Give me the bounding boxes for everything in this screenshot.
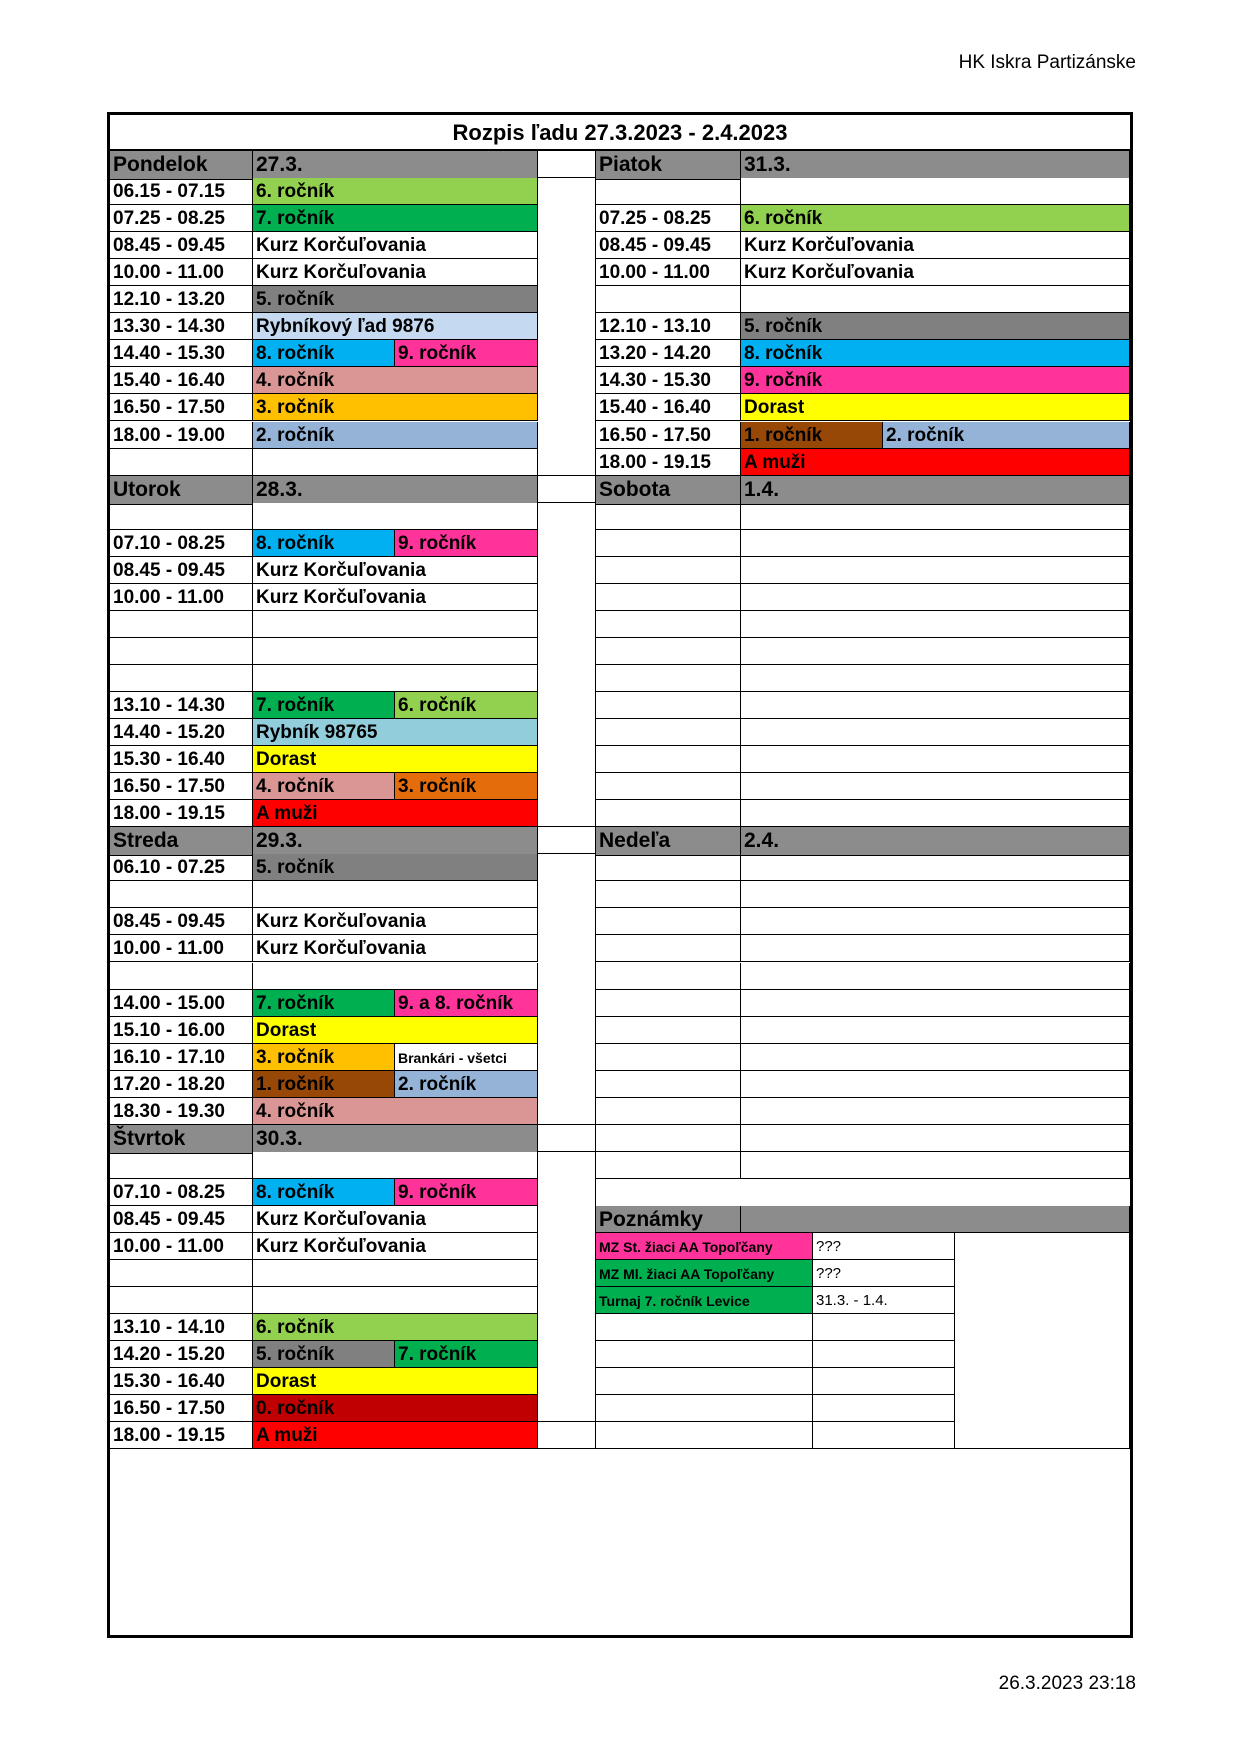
day-name: Pondelok	[110, 151, 253, 180]
session: Kurz Korčuľovania	[253, 259, 538, 286]
time-slot	[596, 854, 741, 881]
note-value	[813, 1341, 955, 1368]
session: 7. ročník	[253, 692, 395, 719]
time-slot	[596, 990, 741, 1017]
session	[741, 854, 1130, 881]
session: A muži	[741, 449, 1130, 476]
session	[741, 286, 1130, 313]
session	[741, 557, 1130, 584]
session	[741, 530, 1130, 557]
session: Rybníkový ľad 9876	[253, 313, 538, 340]
note-extra-column	[955, 1233, 1130, 1449]
time-slot	[596, 935, 741, 962]
session	[741, 773, 1130, 800]
time-slot: 15.40 - 16.40	[110, 367, 253, 394]
separator-cell	[538, 476, 596, 503]
time-slot: 10.00 - 11.00	[110, 584, 253, 611]
session: 9. a 8. ročník	[395, 990, 538, 1017]
note-value	[813, 1422, 955, 1449]
notes-header-fill	[741, 1206, 1130, 1233]
session	[741, 990, 1130, 1017]
session: 4. ročník	[253, 773, 395, 800]
session: 8. ročník	[741, 340, 1130, 367]
time-slot	[110, 881, 253, 908]
time-slot: 18.30 - 19.30	[110, 1098, 253, 1125]
session: Kurz Korčuľovania	[253, 908, 538, 935]
session	[741, 719, 1130, 746]
time-slot: 14.30 - 15.30	[596, 367, 741, 394]
time-slot: 16.50 - 17.50	[110, 394, 253, 421]
time-slot	[596, 638, 741, 665]
time-slot: 13.20 - 14.20	[596, 340, 741, 367]
day-date: 31.3.	[741, 151, 1130, 180]
time-slot	[596, 1044, 741, 1071]
session	[741, 935, 1130, 962]
time-slot: 16.50 - 17.50	[110, 773, 253, 800]
time-slot	[596, 584, 741, 611]
note-value: ???	[813, 1260, 955, 1287]
day-name: Nedeľa	[596, 827, 741, 856]
session: 7. ročník	[253, 990, 395, 1017]
time-slot: 08.45 - 09.45	[110, 908, 253, 935]
separator-cell	[538, 178, 596, 476]
note-label	[596, 1341, 813, 1368]
session	[253, 665, 538, 692]
session: 8. ročník	[253, 530, 395, 557]
time-slot: 16.10 - 17.10	[110, 1044, 253, 1071]
time-slot: 13.10 - 14.30	[110, 692, 253, 719]
day-name: Štvrtok	[110, 1125, 253, 1154]
session	[741, 584, 1130, 611]
time-slot	[110, 963, 253, 990]
session: 7. ročník	[395, 1341, 538, 1368]
separator-cell	[538, 1125, 596, 1152]
time-slot	[110, 611, 253, 638]
time-slot	[596, 1017, 741, 1044]
session: 5. ročník	[253, 1341, 395, 1368]
session: Rybník 98765	[253, 719, 538, 746]
session	[741, 800, 1130, 827]
day-date: 2.4.	[741, 827, 1130, 856]
session	[253, 449, 538, 476]
note-value: ???	[813, 1233, 955, 1260]
session	[253, 1152, 538, 1179]
club-name: HK Iskra Partizánske	[958, 52, 1136, 73]
session: Dorast	[741, 394, 1130, 421]
day-date: 28.3.	[253, 476, 538, 505]
time-slot: 06.15 - 07.15	[110, 178, 253, 205]
session	[741, 638, 1130, 665]
session: 5. ročník	[741, 313, 1130, 340]
day-name: Utorok	[110, 476, 253, 505]
session: Kurz Korčuľovania	[253, 1233, 538, 1260]
time-slot: 08.45 - 09.45	[110, 232, 253, 259]
time-slot	[110, 1152, 253, 1179]
session: 6. ročník	[253, 1314, 538, 1341]
time-slot	[596, 1071, 741, 1098]
note-value	[813, 1395, 955, 1422]
session	[741, 881, 1130, 908]
time-slot	[596, 746, 741, 773]
session	[741, 503, 1130, 530]
time-slot: 15.10 - 16.00	[110, 1017, 253, 1044]
time-slot: 08.45 - 09.45	[596, 232, 741, 259]
session: 4. ročník	[253, 367, 538, 394]
session: 1. ročník	[253, 1071, 395, 1098]
session: 4. ročník	[253, 1098, 538, 1125]
separator-cell	[538, 1152, 596, 1423]
session	[253, 611, 538, 638]
note-label: MZ Ml. žiaci AA Topoľčany	[596, 1260, 813, 1287]
session: Kurz Korčuľovania	[253, 557, 538, 584]
time-slot	[596, 773, 741, 800]
time-slot: 10.00 - 11.00	[110, 1233, 253, 1260]
session: 2. ročník	[883, 422, 1130, 449]
time-slot: 14.20 - 15.20	[110, 1341, 253, 1368]
time-slot	[596, 557, 741, 584]
session	[741, 1098, 1130, 1125]
schedule-table	[107, 112, 1133, 1638]
time-slot: 15.30 - 16.40	[110, 1368, 253, 1395]
session	[253, 963, 538, 990]
time-slot	[596, 178, 741, 205]
day-name: Piatok	[596, 151, 741, 180]
schedule-title: Rozpis ľadu 27.3.2023 - 2.4.2023	[110, 115, 1130, 151]
day-name: Streda	[110, 827, 253, 856]
time-slot	[596, 881, 741, 908]
time-slot: 18.00 - 19.15	[110, 1422, 253, 1449]
session	[741, 908, 1130, 935]
day-name: Sobota	[596, 476, 741, 505]
time-slot	[110, 638, 253, 665]
time-slot: 16.50 - 17.50	[596, 422, 741, 449]
session: A muži	[253, 800, 538, 827]
day-date: 27.3.	[253, 151, 538, 180]
day-date: 1.4.	[741, 476, 1130, 505]
note-label	[596, 1368, 813, 1395]
session: 3. ročník	[395, 773, 538, 800]
session: 9. ročník	[395, 340, 538, 367]
session: Dorast	[253, 1368, 538, 1395]
time-slot: 13.10 - 14.10	[110, 1314, 253, 1341]
separator-cell	[538, 1422, 596, 1449]
time-slot	[596, 719, 741, 746]
session	[253, 638, 538, 665]
session: Brankári - všetci	[395, 1044, 538, 1071]
time-slot: 06.10 - 07.25	[110, 854, 253, 881]
session	[741, 692, 1130, 719]
time-slot: 15.30 - 16.40	[110, 746, 253, 773]
session: 1. ročník	[741, 422, 883, 449]
time-slot	[596, 1152, 741, 1179]
note-label	[596, 1395, 813, 1422]
time-slot	[110, 449, 253, 476]
time-slot	[596, 963, 741, 990]
time-slot: 18.00 - 19.15	[596, 449, 741, 476]
session	[741, 1125, 1130, 1152]
session	[741, 1071, 1130, 1098]
session: Dorast	[253, 1017, 538, 1044]
time-slot: 14.00 - 15.00	[110, 990, 253, 1017]
session	[741, 1017, 1130, 1044]
session: 8. ročník	[253, 1179, 395, 1206]
session: Kurz Korčuľovania	[253, 232, 538, 259]
notes-title: Poznámky	[596, 1206, 741, 1233]
time-slot	[596, 692, 741, 719]
day-date: 30.3.	[253, 1125, 538, 1154]
time-slot: 10.00 - 11.00	[110, 935, 253, 962]
time-slot: 08.45 - 09.45	[110, 1206, 253, 1233]
session	[741, 963, 1130, 990]
note-label	[596, 1314, 813, 1341]
time-slot	[596, 286, 741, 313]
session: Kurz Korčuľovania	[253, 935, 538, 962]
session: 0. ročník	[253, 1395, 538, 1422]
session: 6. ročník	[395, 692, 538, 719]
separator-cell	[538, 503, 596, 828]
session: Dorast	[253, 746, 538, 773]
session: 8. ročník	[253, 340, 395, 367]
time-slot: 18.00 - 19.00	[110, 422, 253, 449]
session: A muži	[253, 1422, 538, 1449]
time-slot: 17.20 - 18.20	[110, 1071, 253, 1098]
time-slot: 14.40 - 15.30	[110, 340, 253, 367]
session: 9. ročník	[395, 530, 538, 557]
session: 5. ročník	[253, 854, 538, 881]
session: 6. ročník	[253, 178, 538, 205]
session	[741, 611, 1130, 638]
session: 7. ročník	[253, 205, 538, 232]
session: 3. ročník	[253, 1044, 395, 1071]
session: Kurz Korčuľovania	[741, 259, 1130, 286]
time-slot: 16.50 - 17.50	[110, 1395, 253, 1422]
time-slot	[596, 611, 741, 638]
separator-cell	[538, 151, 596, 178]
session: Kurz Korčuľovania	[741, 232, 1130, 259]
time-slot: 15.40 - 16.40	[596, 394, 741, 421]
time-slot: 07.10 - 08.25	[110, 530, 253, 557]
time-slot: 07.10 - 08.25	[110, 1179, 253, 1206]
session	[253, 1287, 538, 1314]
time-slot: 07.25 - 08.25	[596, 205, 741, 232]
session: 5. ročník	[253, 286, 538, 313]
time-slot: 14.40 - 15.20	[110, 719, 253, 746]
session: Kurz Korčuľovania	[253, 1206, 538, 1233]
print-timestamp: 26.3.2023 23:18	[998, 1673, 1136, 1694]
time-slot	[596, 1125, 741, 1152]
time-slot: 10.00 - 11.00	[110, 259, 253, 286]
session	[741, 1044, 1130, 1071]
day-date: 29.3.	[253, 827, 538, 856]
session: 9. ročník	[395, 1179, 538, 1206]
session: 9. ročník	[741, 367, 1130, 394]
time-slot: 12.10 - 13.20	[110, 286, 253, 313]
time-slot: 13.30 - 14.30	[110, 313, 253, 340]
note-label: MZ St. žiaci AA Topoľčany	[596, 1233, 813, 1260]
note-value: 31.3. - 1.4.	[813, 1287, 955, 1314]
time-slot: 18.00 - 19.15	[110, 800, 253, 827]
note-value	[813, 1368, 955, 1395]
note-label: Turnaj 7. ročník Levice	[596, 1287, 813, 1314]
session: 6. ročník	[741, 205, 1130, 232]
time-slot: 12.10 - 13.10	[596, 313, 741, 340]
time-slot	[110, 1260, 253, 1287]
time-slot	[596, 530, 741, 557]
separator-cell	[538, 827, 596, 854]
time-slot: 10.00 - 11.00	[596, 259, 741, 286]
session	[253, 1260, 538, 1287]
session: 3. ročník	[253, 394, 538, 421]
time-slot	[596, 665, 741, 692]
time-slot: 08.45 - 09.45	[110, 557, 253, 584]
time-slot	[110, 1287, 253, 1314]
time-slot	[596, 503, 741, 530]
separator-cell	[538, 854, 596, 1125]
session: 2. ročník	[253, 422, 538, 449]
session	[741, 178, 1130, 205]
session	[741, 1152, 1130, 1179]
time-slot	[110, 503, 253, 530]
note-value	[813, 1314, 955, 1341]
session	[253, 503, 538, 530]
time-slot	[596, 908, 741, 935]
note-label	[596, 1422, 813, 1449]
session	[741, 746, 1130, 773]
session: Kurz Korčuľovania	[253, 584, 538, 611]
time-slot	[596, 1098, 741, 1125]
time-slot	[110, 665, 253, 692]
time-slot	[596, 800, 741, 827]
session	[253, 881, 538, 908]
session	[741, 665, 1130, 692]
session: 2. ročník	[395, 1071, 538, 1098]
time-slot: 07.25 - 08.25	[110, 205, 253, 232]
